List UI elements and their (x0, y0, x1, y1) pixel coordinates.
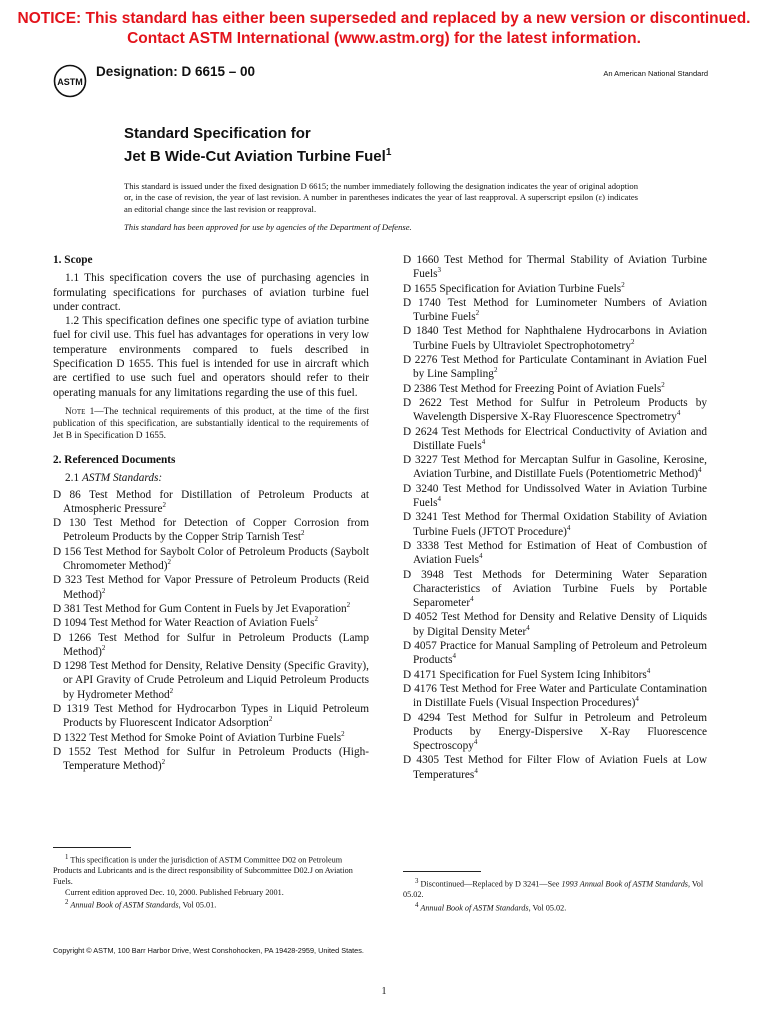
right-column (403, 253, 707, 782)
reference-item: D 4052 Test Method for Density and Relative Density of Liquids by Digital Density Meter$^4$ (403, 611, 707, 638)
reference-item: D 4176 Test Method for Free Water and Particulate Contamination in Distillate Fuels (Visual Inspection Procedures)$^4$ (403, 682, 707, 710)
footnote-rule-right (403, 871, 481, 872)
left-column (53, 253, 369, 774)
page-number: 1 (381, 986, 387, 997)
title-line-2: Jet B Wide-Cut Aviation Turbine Fuel$^1$ (124, 147, 392, 165)
reference-item: D 1266 Test Method for Sulfur in Petroleum Products (Lamp Method)$^2$ (53, 631, 369, 658)
scope-note: Note 1—The technical requirements of this product, at the time of the first publication of this specification, are substantially identical to the requirements of Jet B in Specification D 1655. (53, 406, 369, 441)
referenced-heading: 2. Referenced Documents (53, 453, 176, 466)
reference-item: D 2622 Test Method for Sulfur in Petroleum Products by Wavelength Dispersive X-Ray Fluorescence Spectrometry$^4$ (403, 396, 707, 424)
footnote-1: $^1$ This specification is under the jurisdiction of ASTM Committee D02 on Petroleum Products and Lubricants and is the direct responsibility of Subcommittee D02.J on Aviation Fuels. (53, 854, 353, 886)
reference-item: D 1660 Test Method for Thermal Stability of Aviation Turbine Fuels$^3$ (403, 254, 707, 281)
reference-item: D 1094 Test Method for Water Reaction of Aviation Fuels$^2$ (53, 615, 319, 630)
astm-logo-icon (53, 64, 87, 98)
reference-item: D 4294 Test Method for Sulfur in Petroleum and Petroleum Products by Energy-Dispersive X-Ray Fluorescence Spectroscopy$^4$ (403, 711, 707, 753)
svg-text:ASTM: ASTM (57, 77, 83, 87)
astm-standards-subheading: 2.1 ASTM Standards: (65, 472, 163, 485)
reference-item: D 2624 Test Methods for Electrical Conductivity of Aviation and Distillate Fuels$^4$ (403, 425, 707, 452)
reference-item: D 1740 Test Method for Luminometer Numbers of Aviation Turbine Fuels$^2$ (403, 296, 707, 324)
scope-para-2: 1.2 This specification defines one specific type of aviation turbine fuel for civil use. This fuel has advantages for operations in very low temperature environments compared to fuels described in Specification D 1655. This fuel is intended for use in aircraft which are certified to use such fuel and operators should refer to their operating manuals for any limitations regarding the use of this fuel. (53, 315, 369, 399)
footnote-4: $^4$ Annual Book of ASTM Standards, Vol 05.02. (415, 901, 567, 913)
reference-item: D 4057 Practice for Manual Sampling of Petroleum and Petroleum Products$^4$ (403, 640, 707, 667)
footnotes-right (403, 877, 707, 914)
dod-approval: This standard has been approved for use by agencies of the Department of Defense. (124, 222, 412, 233)
right-reference-list (403, 253, 707, 782)
american-national-standard: An American National Standard (603, 69, 708, 78)
reference-item: D 1840 Test Method for Naphthalene Hydrocarbons in Aviation Turbine Fuels by Ultraviolet Spectrophotometry$^2$ (403, 325, 707, 352)
document-title (124, 124, 391, 166)
footnote-3: $^3$ Discontinued—Replaced by D 3241—See 1993 Annual Book of ASTM Standards, Vol 05.02. (403, 878, 704, 900)
scope-para-1: 1.1 This specification covers the use of purchasing agencies in formulating specifications for purchases of aviation turbine fuel under contract. (53, 272, 369, 313)
reference-item: D 1319 Test Method for Hydrocarbon Types in Liquid Petroleum Products by Fluorescent Indicator Adsorption$^2$ (53, 703, 369, 730)
reference-item: D 1655 Specification for Aviation Turbine Fuels$^2$ (403, 280, 625, 295)
reference-item: D 323 Test Method for Vapor Pressure of Petroleum Products (Reid Method)$^2$ (53, 574, 369, 601)
scope-heading: 1. Scope (53, 254, 93, 266)
notice-line-2: Contact ASTM International (www.astm.org) for the latest information. (127, 30, 641, 47)
title-line-1: Standard Specification for (124, 125, 311, 142)
title-footnote-mark: 1 (385, 147, 392, 158)
reference-item: D 4305 Test Method for Filter Flow of Aviation Fuels at Low Temperatures$^4$ (403, 754, 707, 781)
supersession-notice (0, 9, 768, 49)
reference-item: D 3227 Test Method for Mercaptan Sulfur in Gasoline, Kerosine, Aviation Turbine, and Distillate Fuels (Potentiometric Method)$^4$ (403, 454, 707, 481)
intro-text: This standard is issued under the fixed designation D 6615; the number immediately following the designation indicates the year of original adoption or, in the case of revision, the year of last revision. A number in parentheses indicates the year of last reapproval. A superscript epsilon (ε) indicates an editorial change since the last revision or reapproval. (124, 181, 638, 214)
reference-item: D 2386 Test Method for Freezing Point of Aviation Fuels$^2$ (403, 380, 665, 395)
notice-line-1: NOTICE: This standard has either been superseded and replaced by a new version or discontinued. (17, 10, 751, 27)
designation: Designation: D 6615 – 00 (96, 64, 256, 79)
reference-item: D 4171 Specification for Fuel System Icing Inhibitors$^4$ (403, 666, 651, 681)
reference-item: D 3240 Test Method for Undissolved Water in Aviation Turbine Fuels$^4$ (403, 482, 707, 510)
reference-item: D 130 Test Method for Detection of Copper Corrosion from Petroleum Products by the Copper Strip Tarnish Test$^2$ (53, 517, 369, 544)
reference-item: D 3241 Test Method for Thermal Oxidation Stability of Aviation Turbine Fuels (JFTOT Procedure)$^4$ (403, 511, 707, 538)
reference-item: D 1322 Test Method for Smoke Point of Aviation Turbine Fuels$^2$ (53, 729, 345, 744)
copyright: Copyright © ASTM, 100 Barr Harbor Drive, West Conshohocken, PA 19428-2959, United States. (53, 946, 364, 955)
reference-item: D 86 Test Method for Distillation of Petroleum Products at Atmospheric Pressure$^2$ (53, 488, 369, 515)
left-reference-list (53, 488, 369, 774)
reference-item: D 1552 Test Method for Sulfur in Petroleum Products (High-Temperature Method)$^2$ (53, 745, 369, 773)
footnote-rule-left (53, 847, 131, 848)
footnote-1-edition: Current edition approved Dec. 10, 2000. Published February 2001. (65, 887, 284, 897)
reference-item: D 156 Test Method for Saybolt Color of Petroleum Products (Saybolt Chromometer Method)$^2$ (53, 545, 369, 573)
intro-block (124, 181, 638, 234)
reference-item: D 3948 Test Methods for Determining Water Separation Characteristics of Aviation Turbine Fuels by Portable Separometer$^4$ (403, 568, 707, 610)
reference-item: D 3338 Test Method for Estimation of Heat of Combustion of Aviation Fuels$^4$ (403, 539, 707, 567)
reference-item: D 1298 Test Method for Density, Relative Density (Specific Gravity), or API Gravity of Crude Petroleum and Liquid Petroleum Products by Hydrometer Method$^2$ (53, 660, 369, 701)
footnote-2: $^2$ Annual Book of ASTM Standards, Vol 05.01. (65, 899, 217, 910)
reference-item: D 381 Test Method for Gum Content in Fuels by Jet Evaporation$^2$ (53, 601, 351, 615)
footnotes-left (53, 853, 369, 911)
reference-item: D 2276 Test Method for Particulate Contaminant in Aviation Fuel by Line Sampling$^2$ (403, 354, 707, 381)
